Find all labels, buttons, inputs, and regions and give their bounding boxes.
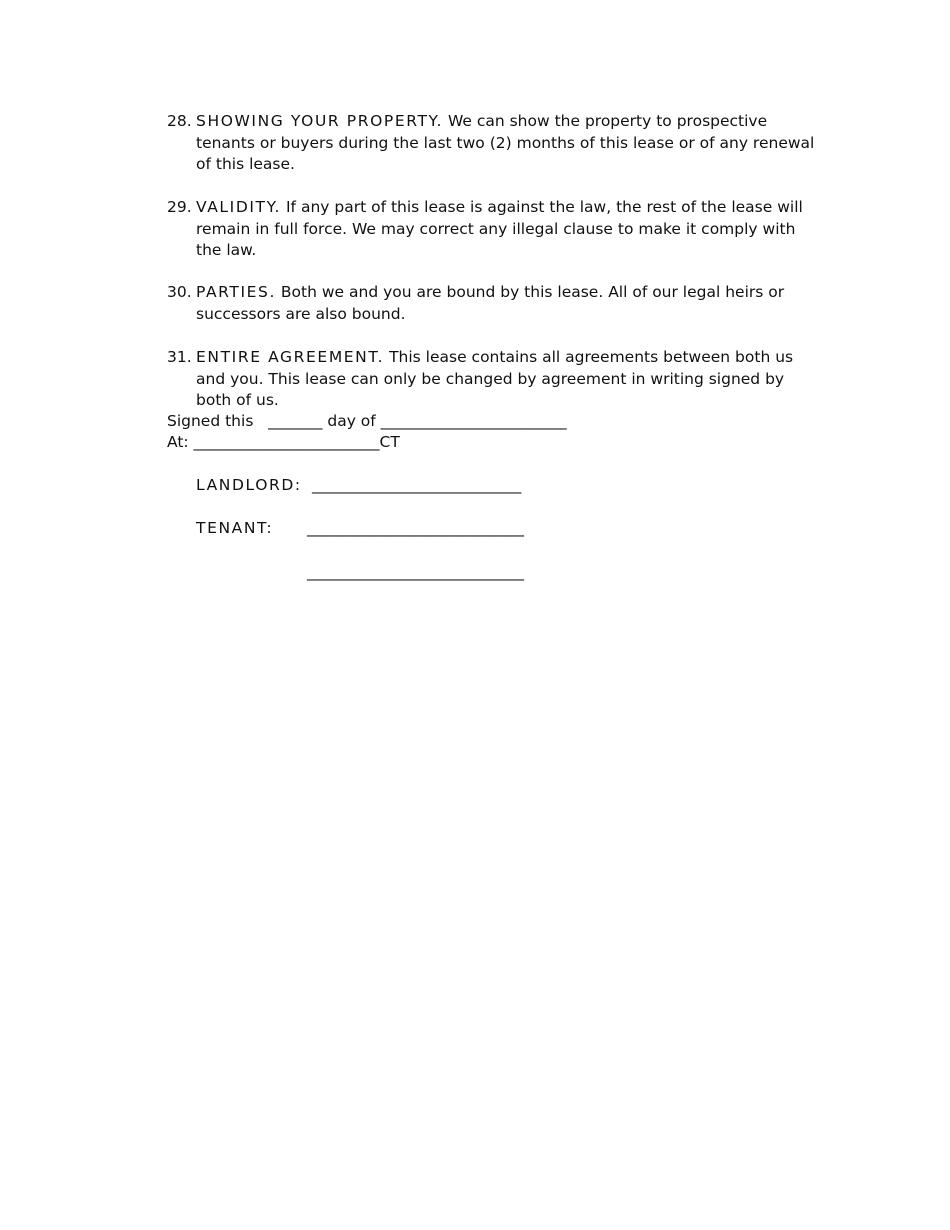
- clause-heading: VALIDITY.: [196, 198, 282, 216]
- tenant-signature-blank-2: ____________________________: [307, 563, 524, 581]
- clause-28: [167, 111, 817, 176]
- clause-number: 29.: [167, 198, 192, 216]
- clause-body: [196, 197, 817, 262]
- clause-number: 30.: [167, 283, 192, 301]
- clause-body: [196, 111, 817, 176]
- clause-text: If any part of this lease is against the law, the rest of the lease will remain in full force. We may correct any illegal clause to make it comply with the law.: [196, 198, 803, 259]
- clause-heading: PARTIES.: [196, 283, 276, 301]
- clause-text: We can show the property to prospective tenants or buyers during the last two (2) months of this lease or of any renewal of this lease.: [196, 112, 815, 173]
- clause-heading: SHOWING YOUR PROPERTY.: [196, 112, 444, 130]
- landlord-label: LANDLORD:: [196, 476, 302, 494]
- clause-body: [196, 282, 817, 325]
- clause-body: [196, 347, 817, 412]
- landlord-signature-blank: ___________________________: [312, 476, 522, 494]
- clause-31: [167, 347, 817, 412]
- clause-30: [167, 282, 817, 325]
- clause-29: [167, 197, 817, 262]
- clause-number: 28.: [167, 112, 192, 130]
- clause-heading: ENTIRE AGREEMENT.: [196, 348, 385, 366]
- signed-date-line: Signed this _______ day of ________________________: [167, 412, 567, 430]
- tenant-label: TENANT:: [196, 519, 274, 537]
- signed-location-line: At: ________________________CT: [167, 433, 400, 451]
- tenant-signature-blank: ____________________________: [307, 519, 524, 537]
- clause-text: This lease contains all agreements between both us and you. This lease can only be changed by agreement in writing signed by both of us.: [196, 348, 794, 409]
- clause-number: 31.: [167, 348, 192, 366]
- clause-text: Both we and you are bound by this lease. All of our legal heirs or successors are also bound.: [196, 283, 785, 323]
